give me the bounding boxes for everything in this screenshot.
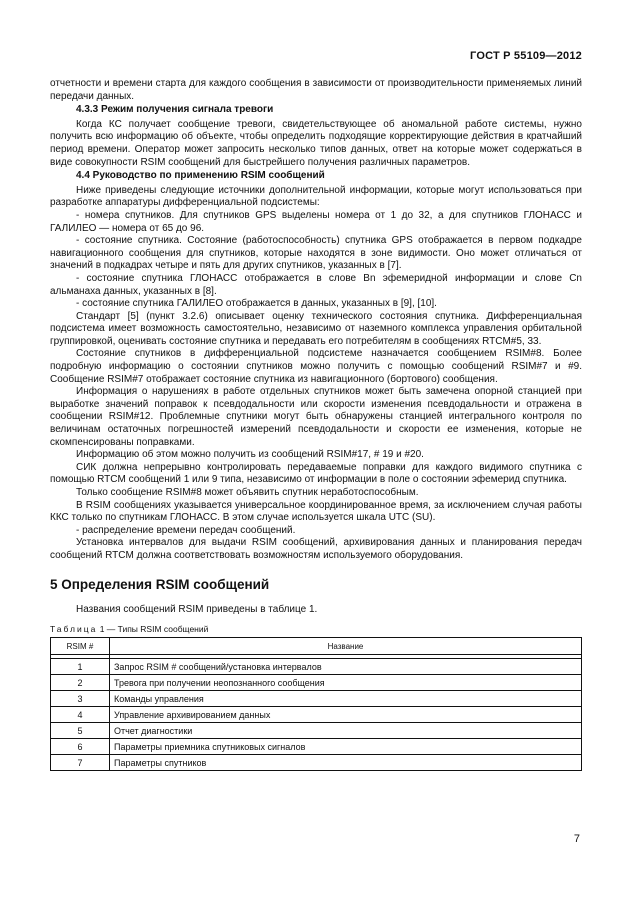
table-row	[51, 675, 582, 691]
section-4-4-paragraph: Информацию об этом можно получить из сообщений RSIM#17, # 19 и #20.	[76, 449, 424, 461]
section-4-4-paragraph: Стандарт [5] (пункт 3.2.6) описывает оценку технического состояния спутника. Дифференциальная подсистема имеет возможность самостоятельно, независимо от наземного комплекса управления орбитальной группировкой, оценивать состояние спутника и передавать его потребителям в сообщениях RTCM#5, 33.	[50, 310, 582, 347]
table-row	[51, 723, 582, 739]
rsim-number-cell: 2	[51, 675, 110, 691]
page-number: 7	[573, 833, 580, 845]
section-4-4-body	[50, 185, 582, 563]
table-header-row	[51, 638, 582, 655]
section-4-4-paragraph: - состояние спутника ГАЛИЛЕО отображается в данных, указанных в [9], [10].	[76, 298, 437, 310]
section-5-heading: 5 Определения RSIM сообщений	[50, 576, 270, 592]
rsim-number-cell: 3	[51, 691, 110, 707]
table-caption-prefix: Таблица	[50, 624, 98, 635]
table-row	[51, 659, 582, 675]
message-name-cell: Отчет диагностики	[110, 723, 582, 739]
section-4-4-paragraph: - состояние спутника. Состояние (работоспособность) спутника GPS отображается в первом подкадре навигационного сообщения для спутников, которые находятся в зоне видимости. Оно может отличаться от значений в подкадрах четыре и пять для других спутников, указанных в [7].	[50, 235, 582, 272]
section-4-3-3-heading: 4.3.3 Режим получения сигнала тревоги	[76, 104, 274, 116]
standard-code: ГОСТ Р 55109—2012	[470, 50, 582, 62]
table-row	[51, 691, 582, 707]
table-caption	[50, 624, 582, 634]
section-4-4-paragraph: Установка интервалов для выдачи RSIM сообщений, архивирования данных и планирования передач сообщений RTCM должна соответствовать возможностям используемого оборудования.	[50, 537, 582, 561]
column-header-rsim: RSIM #	[51, 638, 110, 655]
table-body	[51, 659, 582, 771]
rsim-types-table	[50, 637, 582, 771]
section-4-4-paragraph: В RSIM сообщениях указывается универсальное координированное время, за исключением случая работы ККС только по спутникам ГЛОНАСС. В этом случае используется шкала UTC (SU).	[50, 499, 582, 524]
section-4-4-paragraph: - распределение времени передач сообщений.	[76, 524, 296, 536]
rsim-number-cell: 1	[51, 659, 110, 675]
rsim-number-cell: 7	[51, 755, 110, 771]
message-name-cell: Управление архивированием данных	[110, 707, 582, 723]
section-4-4-paragraph: Информация о нарушениях в работе отдельных спутников может быть замечена опорной станцией при выработке значений поправок к псевдодальности или скорости изменения псевдодальности и отражена в сообщении RSIM#12. Проблемные спутники могут быть обнаружены станцией интегрального контроля по величинам остаточных погрешностей измерений псевдодальности и скорости ее изменения, которые не скомпенсированы поправками.	[50, 386, 582, 448]
section-4-4-paragraph: Только сообщение RSIM#8 может объявить спутник неработоспособным.	[76, 487, 419, 498]
page-content	[50, 78, 582, 771]
section-4-4-paragraph: - состояние спутника ГЛОНАСС отображается в слове Bn эфемеридной информации и слове Cn альманаха данных, указанных в [8].	[50, 272, 582, 297]
message-name-cell: Параметры спутников	[110, 755, 582, 771]
message-name-cell: Запрос RSIM # сообщений/установка интервалов	[110, 659, 582, 675]
section-4-4-paragraph: СИК должна непрерывно контролировать передаваемые поправки для каждого видимого спутника с помощью RTCM сообщений 1 или 9 типа, независимо от информации в поле о состоянии эфемерид спутника.	[50, 461, 582, 486]
section-5-intro: Названия сообщений RSIM приведены в таблице 1.	[76, 603, 318, 615]
section-4-4-paragraph: Ниже приведены следующие источники дополнительной информации, которые могут использоваться при разработке аппаратуры дифференциальной подсистемы:	[50, 184, 582, 209]
section-4-4-heading: 4.4 Руководство по применению RSIM сообщений	[76, 170, 325, 182]
table-caption-title: 1 — Типы RSIM сообщений	[97, 624, 209, 635]
message-name-cell: Команды управления	[110, 691, 582, 707]
section-4-3-3-text: Когда КС получает сообщение тревоги, свидетельствующее об аномальной работе системы, нужно получить всю информацию об объекте, чтобы определить подходящие корректирующие действия в кратчайший период времени. Оператор может запросить несколько типов данных, ответ на которые может содержаться в виде совокупности RSIM сообщений для быстрейшего получения различных параметров.	[50, 118, 582, 168]
message-name-cell: Тревога при получении неопознанного сообщения	[110, 675, 582, 691]
section-4-4-paragraph: - номера спутников. Для спутников GPS выделены номера от 1 до 32, а для спутников ГЛОНАСС и ГАЛИЛЕО — номера от 65 до 96.	[50, 209, 582, 234]
paragraph-continued: отчетности и времени старта для каждого сообщения в зависимости от производительности применяемых линий передачи данных.	[50, 78, 582, 102]
table-row	[51, 707, 582, 723]
message-name-cell: Параметры приемника спутниковых сигналов	[110, 739, 582, 755]
rsim-number-cell: 6	[51, 739, 110, 755]
table-row	[51, 755, 582, 771]
rsim-number-cell: 4	[51, 707, 110, 723]
section-4-4-paragraph: Состояние спутников в дифференциальной подсистеме назначается сообщением RSIM#8. Более подробную информацию о состоянии спутников можно получить с помощью сообщений RSIM#7 и #9. Сообщение RSIM#7 отображает состояние спутника из навигационного (бортового) сообщения.	[50, 348, 582, 385]
rsim-number-cell: 5	[51, 723, 110, 739]
column-header-name: Название	[110, 638, 582, 655]
table-row	[51, 739, 582, 755]
